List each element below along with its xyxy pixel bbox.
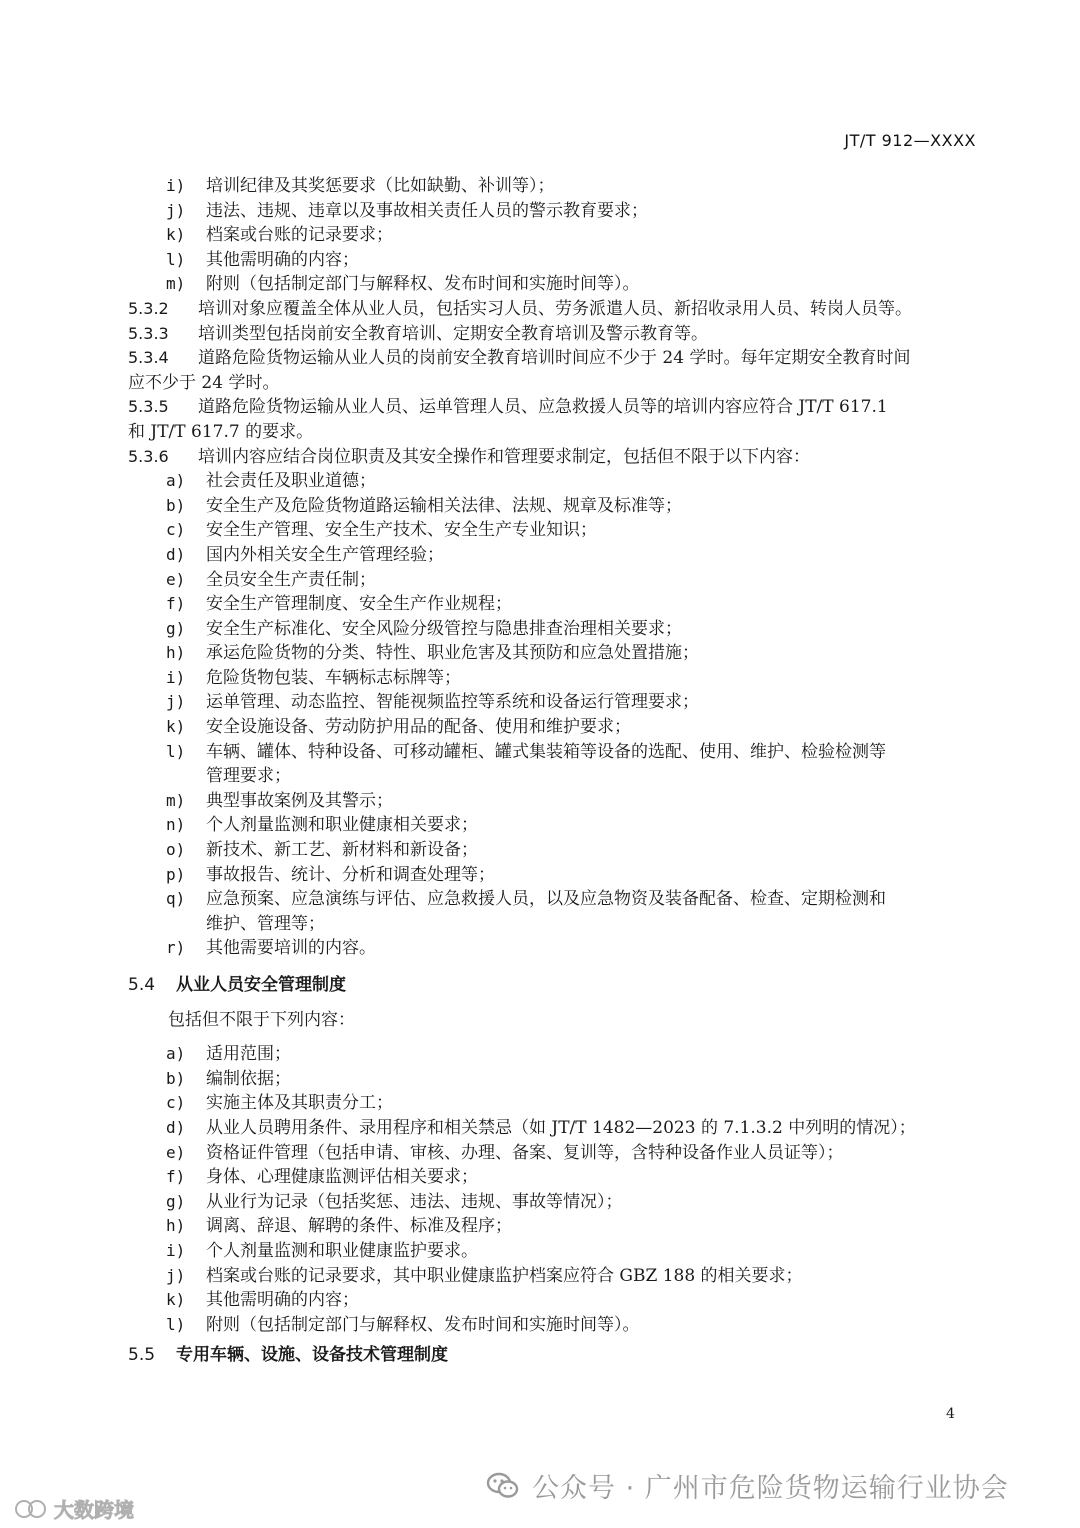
clause-text: 道路危险货物运输从业人员的岗前安全教育培训时间应不少于 24 学时。每年定期安全教育时间 [198,348,911,369]
list-item [128,1264,980,1289]
list-item-text: 从业行为记录（包括奖惩、违法、违规、事故等情况）； [206,1191,623,1212]
clause-text: 培训类型包括岗前安全教育培训、定期安全教育培训及警示教育等。 [198,323,708,344]
clause-number: 5.3.2 [128,298,169,318]
watermark [486,1466,1009,1505]
list-item [128,223,980,248]
list-item-text: 新技术、新工艺、新材料和新设备； [206,840,478,861]
list-item-text: 安全生产管理制度、安全生产作业规程； [206,594,512,615]
list-item-label: b) [166,1068,186,1088]
section-title: 从业人员安全管理制度 [176,975,346,995]
list-item-text: 附则（包括制定部门与解释权、发布时间和实施时间等）。 [206,1314,640,1335]
list-item-label: p) [166,864,186,884]
list-item-text: 附则（包括制定部门与解释权、发布时间和实施时间等）。 [206,274,640,295]
list-item [128,248,980,273]
corner-logo-text: 大数跨境 [54,1498,134,1522]
list-item-label: l) [166,249,186,269]
list-item-label: c) [166,520,186,540]
list-item-text: 安全生产标准化、安全风险分级管控与隐患排查治理相关要求； [206,618,682,639]
section-number: 5.5 [128,1345,156,1366]
list-item-text: 档案或台账的记录要求； [206,225,393,246]
clause-continuation: 和 JT/T 617.7 的要求。 [128,421,314,442]
list-item-text: 实施主体及其职责分工； [206,1093,393,1114]
section-intro: 包括但不限于下列内容： [168,1009,355,1030]
list-item [128,469,980,494]
list-item-label: i) [166,176,186,195]
list-item-label: o) [166,840,186,860]
list-item [128,641,980,666]
clause-continuation: 应不少于 24 学时。 [128,372,280,393]
clause-number: 5.3.4 [128,348,169,368]
list-item-text: 承运危险货物的分类、特性、职业危害及其预防和应急处置措施； [206,643,699,664]
list-item [128,1091,980,1116]
list-item-label: i) [166,667,186,687]
list-item [128,174,980,199]
clauses [128,297,980,469]
list-item-label: a) [166,1044,186,1064]
list-item [128,936,980,961]
list-item-text: 危险货物包装、车辆标志标牌等； [206,667,461,688]
list-item [128,543,980,568]
list-item-text: 档案或台账的记录要求，其中职业健康监护档案应符合 GBZ 188 的相关要求； [206,1265,803,1286]
list-item-text: 应急预案、应急演练与评估、应急救援人员，以及应急物资及装备配备、检查、定期检测和 [206,889,886,910]
clause-number: 5.3.6 [128,446,169,466]
list-item-text: 适用范围； [206,1044,291,1065]
list-item [128,1141,980,1166]
list-item-label: j) [166,200,186,220]
document-code: JT/T 912—XXXX [844,131,976,150]
list-b [128,469,980,961]
list-item-label: c) [166,1093,186,1113]
document-body [128,174,980,1378]
list-item-label: l) [166,741,186,761]
clause-text: 培训对象应覆盖全体从业人员，包括实习人员、劳务派遣人员、新招收录用人员、转岗人员等。 [198,298,912,319]
list-item-label: k) [166,1290,186,1310]
corner-logo [14,1494,134,1523]
brand-icon [14,1498,48,1520]
list-item-text: 车辆、罐体、特种设备、可移动罐柜、罐式集装箱等设备的选配、使用、维护、检验检测等 [206,741,886,762]
watermark-text: 公众号 · 广州市危险货物运输行业协会 [532,1473,1009,1504]
list-item-text: 安全生产管理、安全生产技术、安全生产专业知识； [206,520,597,541]
list-item-text: 个人剂量监测和职业健康相关要求； [206,815,478,836]
list-item [128,1239,980,1264]
clause [128,445,980,470]
list-item-label: d) [166,1117,186,1137]
list-item [128,813,980,838]
list-item [128,666,980,691]
list-item [128,1288,980,1313]
list-item-label: h) [166,1216,186,1236]
list-item-continuation: 维护、管理等； [206,913,325,934]
list-item-text: 其他需要培训的内容。 [206,938,376,959]
section-number: 5.4 [128,975,156,995]
list-item-text: 编制依据； [206,1068,291,1089]
wechat-icon [486,1469,520,1503]
list-item [128,592,980,617]
list-item-label: a) [166,471,186,491]
list-item [128,617,980,642]
list-item-text: 安全设施设备、劳动防护用品的配备、使用和维护要求； [206,717,631,738]
list-item-label: g) [166,1191,186,1211]
list-item-label: k) [166,717,186,737]
list-item [128,715,980,740]
section-5-5-heading [128,1343,980,1368]
list-item-label: i) [166,1240,186,1260]
list-item-label: m) [166,790,186,810]
list-item-text: 违法、违规、违章以及事故相关责任人员的警示教育要求； [206,200,648,221]
list-item [128,887,980,936]
list-item-text: 身体、心理健康监测评估相关要求； [206,1167,478,1188]
list-item-text: 培训纪律及其奖惩要求（比如缺勤、补训等）； [206,176,555,196]
list-item [128,199,980,224]
list-item [128,518,980,543]
list-item-text: 国内外相关安全生产管理经验； [206,544,444,565]
list-item-label: f) [166,594,186,614]
list-item [128,863,980,888]
list-item [128,1116,980,1141]
list-item-text: 从业人员聘用条件、录用程序和相关禁忌（如 JT/T 1482—2023 的 7.1.3.2 中列明的情况）； [206,1117,916,1138]
list-item [128,789,980,814]
clause-number: 5.3.3 [128,323,169,343]
list-item-label: g) [166,618,186,638]
list-item [128,494,980,519]
list-item-label: d) [166,544,186,564]
list-item [128,568,980,593]
list-item [128,690,980,715]
list-item [128,1214,980,1239]
list-item [128,740,980,789]
list-item-label: j) [166,692,186,712]
list-item-text: 个人剂量监测和职业健康监护要求。 [206,1240,478,1261]
list-item-text: 典型事故案例及其警示； [206,790,393,811]
list-item-text: 资格证件管理（包括申请、审核、办理、备案、复训等，含特种设备作业人员证等）； [206,1142,844,1163]
clause-text: 培训内容应结合岗位职责及其安全操作和管理要求制定，包括但不限于以下内容： [198,446,810,467]
section-5-4-heading [128,973,980,998]
list-item-text: 调离、辞退、解聘的条件、标准及程序； [206,1216,512,1237]
list-item-label: f) [166,1167,186,1187]
list-item-label: e) [166,1142,186,1162]
list-item [128,1313,980,1338]
list-item [128,272,980,297]
list-item [128,838,980,863]
list-item-label: j) [166,1265,186,1285]
clause-text: 道路危险货物运输从业人员、运单管理人员、应急救援人员等的培训内容应符合 JT/T 617.1 [198,397,888,418]
list-item-label: m) [166,274,186,294]
clause [128,322,980,347]
list-item-text: 其他需明确的内容； [206,1290,359,1311]
list-section-5-4 [128,1042,980,1337]
list-item-text: 全员安全生产责任制； [206,569,376,590]
section-title: 专用车辆、设施、设备技术管理制度 [176,1345,448,1366]
list-item-label: b) [166,495,186,515]
list-item [128,1067,980,1092]
list-item-label: n) [166,815,186,835]
list-item-label: l) [166,1314,186,1334]
list-item-label: h) [166,643,186,663]
list-item-text: 其他需明确的内容； [206,249,359,270]
list-item-label: r) [166,938,186,958]
list-item-continuation: 管理要求； [206,766,291,787]
list-item-label: q) [166,889,186,909]
list-a [128,174,980,297]
list-item [128,1190,980,1215]
list-item-text: 运单管理、动态监控、智能视频监控等系统和设备运行管理要求； [206,692,699,713]
list-item [128,1042,980,1067]
page-number: 4 [946,1406,955,1422]
list-item [128,1165,980,1190]
clause [128,297,980,322]
clause [128,395,980,444]
list-item-text: 事故报告、统计、分析和调查处理等； [206,864,495,885]
clause-number: 5.3.5 [128,397,169,417]
list-item-text: 安全生产及危险货物道路运输相关法律、法规、规章及标准等； [206,495,682,516]
clause [128,346,980,395]
list-item-label: k) [166,225,186,245]
list-item-text: 社会责任及职业道德； [206,471,376,492]
list-item-label: e) [166,569,186,589]
